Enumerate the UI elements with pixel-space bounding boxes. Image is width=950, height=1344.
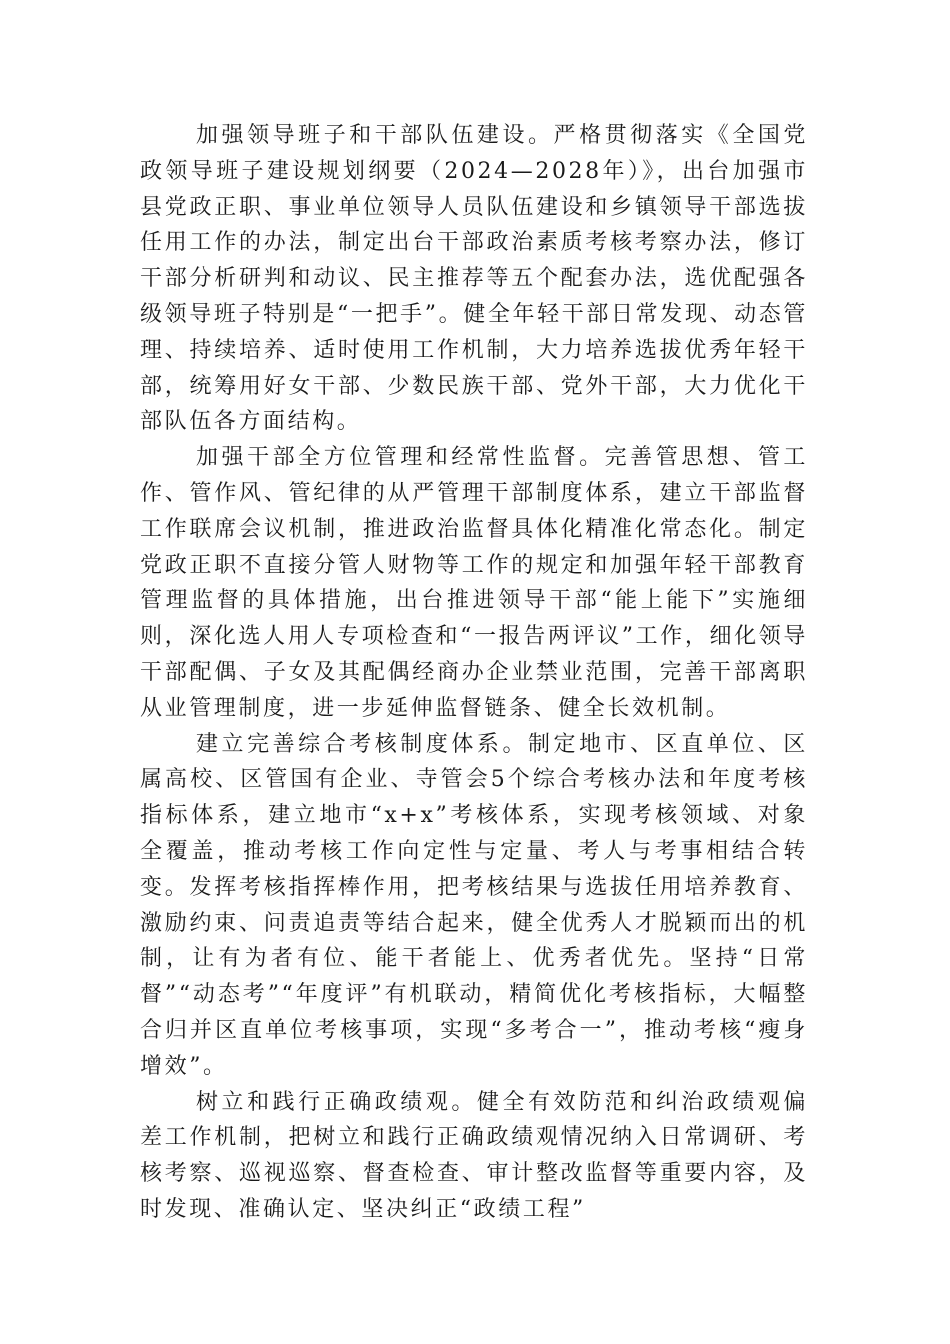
paragraph-performance-view: 树立和践行正确政绩观。健全有效防范和纠治政绩观偏差工作机制，把树立和践行正确政绩观情况纳入日常调研、考核考察、巡视巡察、督查检查、审计整改监督等重要内容，及时发现、准确认定、坚决纠正“政绩工程” [140, 1089, 808, 1222]
paragraph-leadership-building: 加强领导班子和干部队伍建设。严格贯彻落实《全国党政领导班子建设规划纲要（2024—2028年）》，出台加强市县党政正职、事业单位领导人员队伍建设和乡镇领导干部选拔任用工作的办法，制定出台干部政治素质考核考察办法，修订干部分析研判和动议、民主推荐等五个配套办法，选优配强各级领导班子特别是“一把手”。健全年轻干部日常发现、动态管理、持续培养、适时使用工作机制，大力培养选拔优秀年轻干部，统筹用好女干部、少数民族干部、党外干部，大力优化干部队伍各方面结构。 [140, 123, 808, 435]
paragraph-cadre-supervision: 加强干部全方位管理和经常性监督。完善管思想、管工作、管作风、管纪律的从严管理干部制度体系，建立干部监督工作联席会议机制，推进政治监督具体化精准化常态化。制定党政正职不直接分管人财物等工作的规定和加强年轻干部教育管理监督的具体措施，出台推进领导干部“能上能下”实施细则，深化选人用人专项检查和“一报告两评议”工作，细化领导干部配偶、子女及其配偶经商办企业禁业范围，完善干部离职从业管理制度，进一步延伸监督链条、健全长效机制。 [140, 445, 808, 721]
paragraph-assessment-system: 建立完善综合考核制度体系。制定地市、区直单位、区属高校、区管国有企业、寺管会5个综合考核办法和年度考核指标体系，建立地市“x+x”考核体系，实现考核领域、对象全覆盖，推动考核工作向定性与定量、考人与考事相结合转变。发挥考核指挥棒作用，把考核结果与选拔任用培养教育、激励约束、问责追责等结合起来，健全优秀人才脱颖而出的机制，让有为者有位、能干者能上、优秀者优先。坚持“日常督”“动态考”“年度评”有机联动，精简优化考核指标，大幅整合归并区直单位考核事项，实现“多考合一”，推动考核“瘦身增效”。 [140, 731, 808, 1079]
document-body [140, 118, 808, 1228]
